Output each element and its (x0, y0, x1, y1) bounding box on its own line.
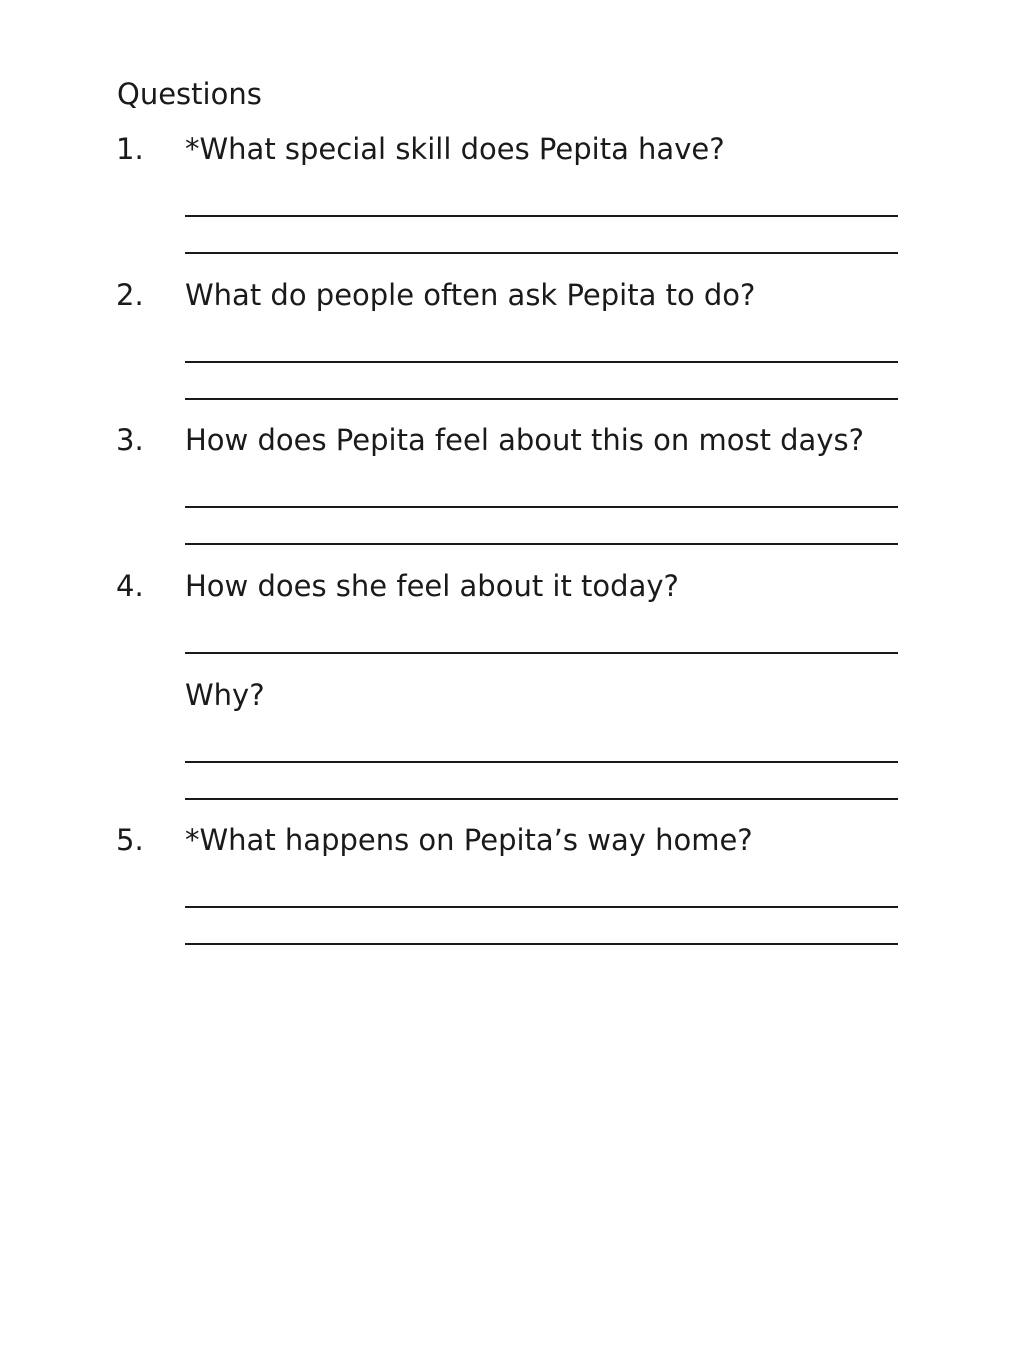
worksheet-heading: Questions (117, 77, 262, 111)
answer-line[interactable] (185, 361, 898, 363)
answer-line[interactable] (185, 652, 898, 654)
question-5-text: *What happens on Pepita’s way home? (185, 823, 753, 857)
answer-line[interactable] (185, 943, 898, 945)
question-4-text: How does she feel about it today? (185, 569, 679, 603)
question-3-number: 3. (116, 423, 144, 457)
question-3-text: How does Pepita feel about this on most days? (185, 423, 864, 457)
answer-line[interactable] (185, 506, 898, 508)
question-1-number: 1. (116, 132, 144, 166)
answer-line[interactable] (185, 906, 898, 908)
question-1-text: *What special skill does Pepita have? (185, 132, 725, 166)
question-4-number: 4. (116, 569, 144, 603)
question-5-number: 5. (116, 823, 144, 857)
answer-line[interactable] (185, 798, 898, 800)
answer-line[interactable] (185, 252, 898, 254)
question-2-number: 2. (116, 278, 144, 312)
answer-line[interactable] (185, 543, 898, 545)
answer-line[interactable] (185, 398, 898, 400)
question-2-text: What do people often ask Pepita to do? (185, 278, 756, 312)
question-4-followup: Why? (185, 678, 265, 712)
answer-line[interactable] (185, 215, 898, 217)
answer-line[interactable] (185, 761, 898, 763)
